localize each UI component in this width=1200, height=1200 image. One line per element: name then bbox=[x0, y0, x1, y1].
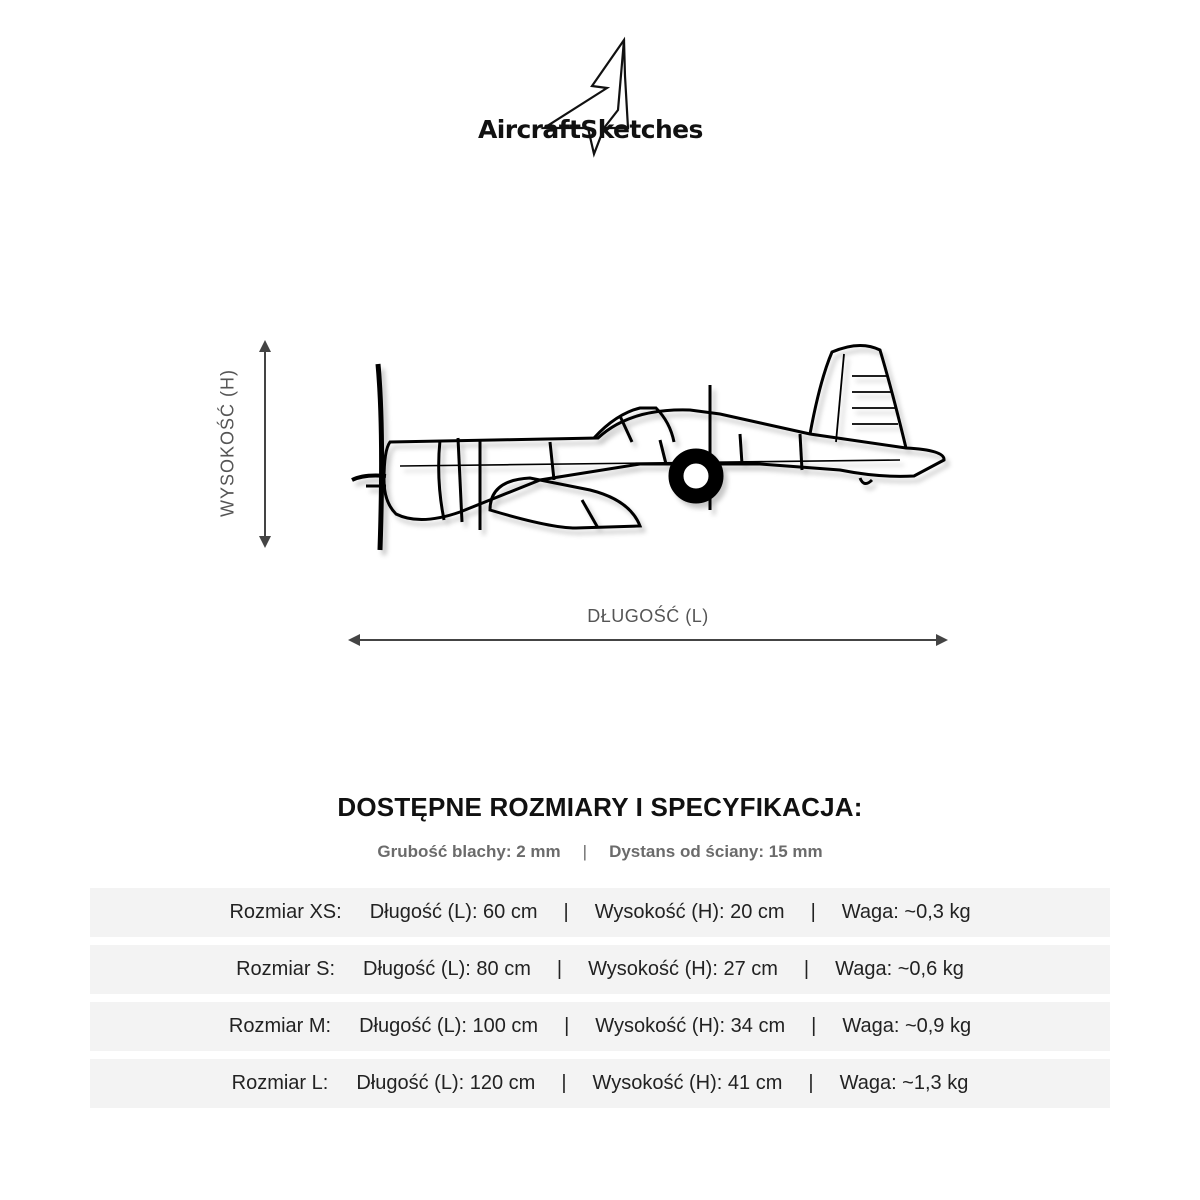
size-name: Rozmiar M: bbox=[228, 1015, 332, 1037]
size-table bbox=[90, 888, 1110, 1116]
size-length: Długość (L): 80 cm bbox=[363, 958, 531, 980]
thickness-text: Grubość blachy: 2 mm bbox=[377, 842, 561, 861]
height-arrow bbox=[255, 338, 275, 550]
separator: | bbox=[582, 842, 588, 861]
separator: | bbox=[563, 901, 569, 923]
separator: | bbox=[564, 1015, 570, 1037]
separator: | bbox=[556, 958, 563, 980]
size-weight: Waga: ~0,9 kg bbox=[842, 1015, 972, 1037]
separator: | bbox=[803, 958, 810, 980]
size-name: Rozmiar L: bbox=[231, 1072, 329, 1094]
size-height: Wysokość (H): 27 cm bbox=[588, 958, 778, 980]
separator: | bbox=[811, 1015, 817, 1037]
size-length: Długość (L): 60 cm bbox=[369, 901, 538, 923]
size-weight: Waga: ~0,3 kg bbox=[841, 901, 971, 923]
separator: | bbox=[810, 901, 816, 923]
size-length: Długość (L): 120 cm bbox=[356, 1072, 536, 1094]
aircraft-silhouette bbox=[340, 330, 960, 565]
size-row-m bbox=[90, 1002, 1110, 1051]
separator: | bbox=[561, 1072, 567, 1094]
size-height: Wysokość (H): 34 cm bbox=[595, 1015, 786, 1037]
size-weight: Waga: ~1,3 kg bbox=[839, 1072, 969, 1094]
size-row-xs bbox=[90, 888, 1110, 937]
size-height: Wysokość (H): 20 cm bbox=[594, 901, 785, 923]
distance-text: Dystans od ściany: 15 mm bbox=[609, 842, 823, 861]
logo-wordmark: AircraftSketches bbox=[478, 115, 703, 144]
brand-logo bbox=[470, 36, 730, 160]
size-length: Długość (L): 100 cm bbox=[359, 1015, 539, 1037]
size-height: Wysokość (H): 41 cm bbox=[592, 1072, 783, 1094]
separator: | bbox=[808, 1072, 814, 1094]
height-label: WYSOKOŚĆ (H) bbox=[217, 368, 238, 518]
size-row-l bbox=[90, 1059, 1110, 1108]
length-arrow bbox=[346, 630, 950, 650]
size-row-s bbox=[90, 945, 1110, 994]
sizes-heading: DOSTĘPNE ROZMIARY I SPECYFIKACJA: bbox=[337, 792, 863, 822]
size-name: Rozmiar S: bbox=[236, 958, 336, 980]
length-label: DŁUGOŚĆ (L) bbox=[587, 606, 709, 626]
size-weight: Waga: ~0,6 kg bbox=[835, 958, 964, 980]
material-specs bbox=[0, 842, 1200, 862]
size-name: Rozmiar XS: bbox=[229, 901, 342, 923]
